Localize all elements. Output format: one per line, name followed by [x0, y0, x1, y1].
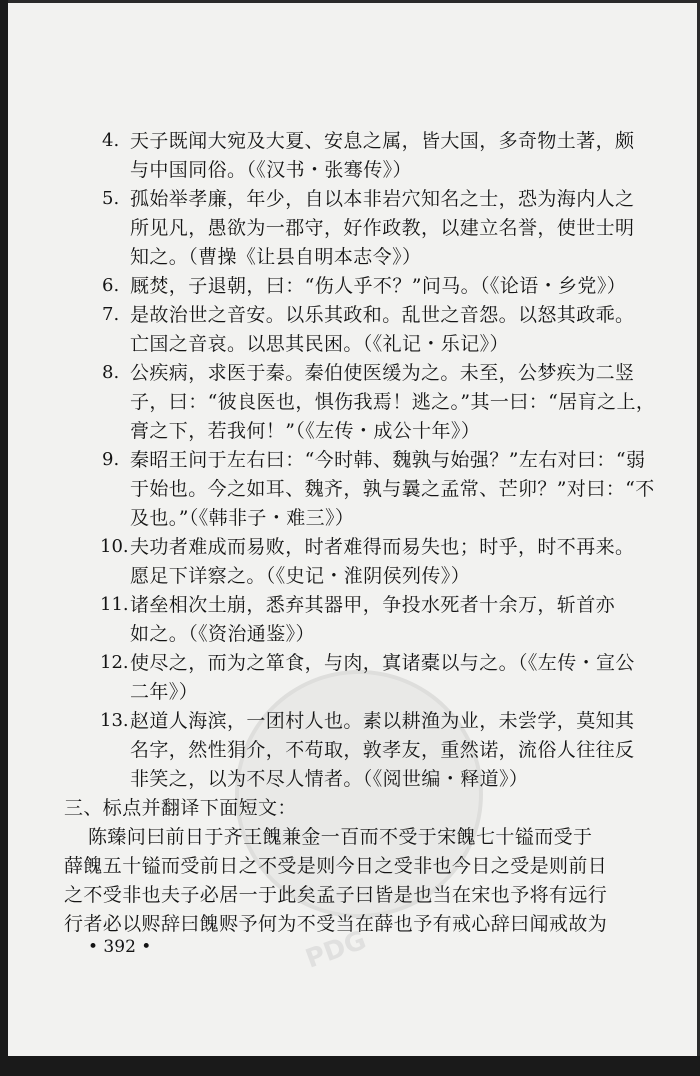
- text-line: 亡国之音哀。以思其民困。（《礼记・乐记》）: [130, 333, 509, 355]
- text-line: 是故治世之音安。以乐其政和。乱世之音怨。以怒其政乖。: [130, 304, 635, 326]
- text-line: 于始也。今之如耳、魏齐，孰与曩之孟常、芒卯？”对曰：“不: [130, 478, 655, 500]
- passage-line: 行者必以赆辞曰餽赆予何为不受当在薛也予有戒心辞曰闻戒故为: [64, 913, 608, 935]
- passage-line: 之不受非也夫子必居一于此矣孟子曰皆是也当在宋也予将有远行: [64, 884, 608, 906]
- watermark-seal: [235, 670, 483, 918]
- item-number: 9.: [102, 449, 120, 470]
- text-line: 夫功者难成而易败，时者难得而易失也；时乎，时不再来。: [130, 536, 635, 558]
- item-number: 12.: [100, 652, 129, 673]
- item-number: 6.: [102, 275, 120, 296]
- text-line: 秦昭王问于左右曰：“今时韩、魏孰与始强？”左右对曰：“弱: [130, 449, 646, 471]
- passage-line: 陈臻问曰前日于齐王餽兼金一百而不受于宋餽七十镒而受于: [88, 826, 593, 848]
- text-line: 膏之下，若我何！”（《左传・成公十年》）: [130, 420, 481, 442]
- item-number: 7.: [102, 304, 120, 325]
- item-number: 8.: [102, 362, 120, 383]
- text-line: 所见凡，愚欲为一郡守，好作政教，以建立名誉，使世士明: [130, 217, 635, 239]
- item-number: 10.: [100, 536, 129, 557]
- text-line: 如之。（《资治通鉴》）: [130, 623, 315, 645]
- item-number: 4.: [102, 130, 120, 151]
- text-line: 赵道人海滨，一团村人也。素以耕渔为业，未尝学，莫知其: [130, 710, 635, 732]
- scan-border-left: [0, 0, 8, 1076]
- text-line: 使尽之，而为之箪食，与肉，寘诸橐以与之。（《左传・宣公: [130, 652, 635, 674]
- text-line: 公疾病，求医于秦。秦伯使医缓为之。未至，公梦疾为二竖: [130, 362, 635, 384]
- text-line: 厩焚，子退朝，曰：“伤人乎不？”问马。（《论语・乡党》）: [130, 275, 627, 297]
- page-number: • 392 •: [88, 937, 152, 957]
- item-number: 5.: [102, 188, 120, 209]
- text-line: 子，曰：“彼良医也，惧伤我焉！逃之。”其一曰：“居肓之上，: [130, 391, 656, 413]
- text-line: 知之。（曹操《让县自明本志令》）: [130, 246, 422, 268]
- passage-line: 薛餽五十镒而受前日之不受是则今日之受非也今日之受是则前日: [64, 855, 608, 877]
- section-title: 三、标点并翻译下面短文：: [64, 797, 297, 819]
- text-line: 愿足下详察之。（《史记・淮阴侯列传》）: [130, 565, 471, 587]
- item-number: 11.: [100, 594, 129, 615]
- text-line: 与中国同俗。（《汉书・张骞传》）: [130, 159, 412, 181]
- text-line: 二年》）: [130, 681, 199, 703]
- text-line: 天子既闻大宛及大夏、安息之属，皆大国，多奇物土著，颇: [130, 130, 635, 152]
- text-line: 名字，然性狷介，不苟取，敦孝友，重然诺，流俗人往往反: [130, 739, 635, 761]
- item-number: 13.: [100, 710, 129, 731]
- scan-border-bottom: [0, 1056, 700, 1076]
- text-line: 孤始举孝廉，年少，自以本非岩穴知名之士，恐为海内人之: [130, 188, 635, 210]
- watermark-text: PDG: [301, 925, 371, 975]
- text-line: 非笑之，以为不尽人情者。（《阅世编・释道》）: [130, 768, 529, 790]
- scan-border-top: [0, 0, 700, 3]
- text-line: 诸垒相次土崩，悉弃其器甲，争投水死者十余万，斩首亦: [130, 594, 616, 616]
- text-line: 及也。”（《韩非子・难三》）: [130, 507, 355, 529]
